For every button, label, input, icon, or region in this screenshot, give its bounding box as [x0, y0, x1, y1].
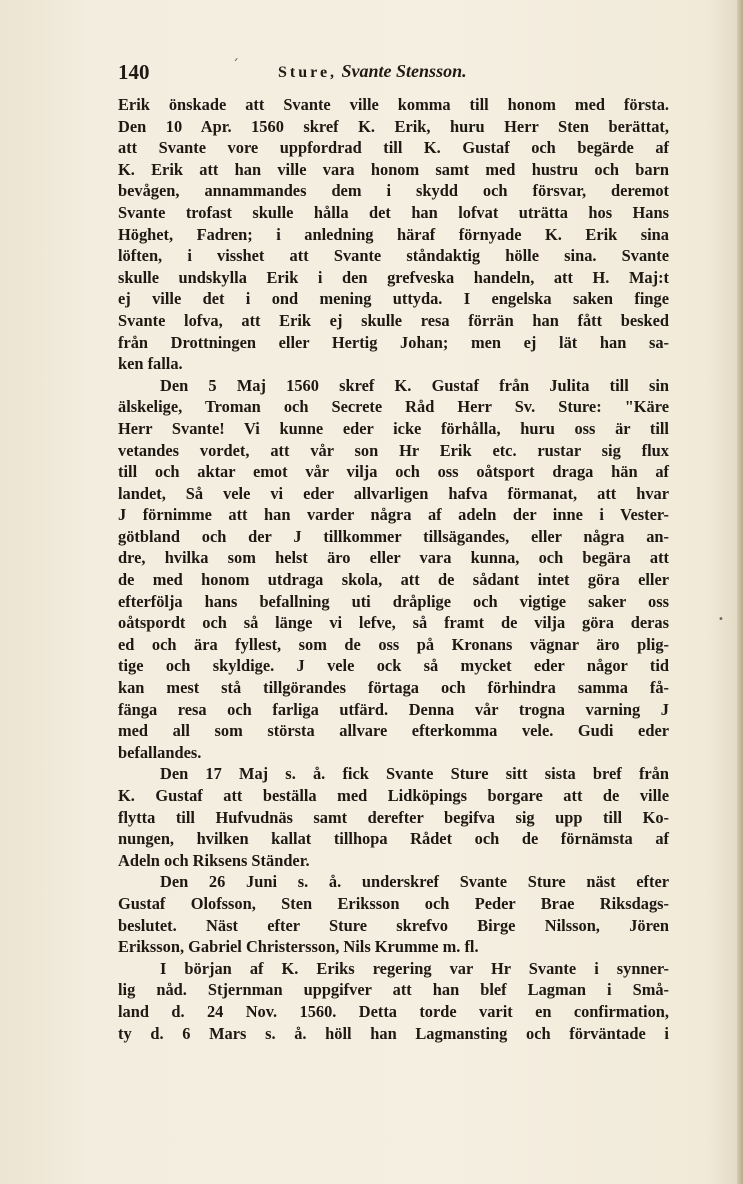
text-line: götbland och der J tillkommer tillsägandes, eller några an-: [118, 526, 669, 546]
text-line: skulle undskylla Erik i den grefveska handeln, att H. Maj:t: [118, 267, 669, 287]
text-line: ty d. 6 Mars s. å. höll han Lagmansting och förväntade i: [118, 1023, 669, 1043]
text-line: lig nåd. Stjernman uppgifver att han blef Lagman i Små-: [118, 980, 669, 1000]
text-line: Höghet, Fadren; i anledning häraf förnyade K. Erik sina: [118, 224, 669, 244]
text-line: landet, Så vele vi eder allvarligen hafva förmanat, att hvar: [118, 483, 669, 503]
text-line: efterfölja hans befallning uti dråplige och vigtige saker oss: [118, 591, 669, 611]
text-line: ed och ära fyllest, som de oss på Kronans vägnar äro plig-: [118, 634, 669, 654]
text-line: I början af K. Eriks regering var Hr Svante i synner-: [160, 958, 669, 978]
text-line: vetandes vordet, att vår son Hr Erik etc. rustar sig flux: [118, 440, 669, 460]
text-line: till och aktar emot vår vilja och oss oåtsport draga hän af: [118, 462, 669, 482]
text-line: Den 17 Maj s. å. fick Svante Sture sitt sista bref från: [160, 764, 669, 784]
text-line: Svante lofva, att Erik ej skulle resa förrän han fått besked: [118, 310, 669, 330]
text-line: Svante trofast skulle hålla det han lofvat uträtta hos Hans: [118, 202, 669, 222]
text-line: löften, i visshet att Svante ståndaktig hölle sina. Svante: [118, 246, 669, 266]
text-line: Eriksson, Gabriel Christersson, Nils Krumme m. fl.: [118, 937, 479, 957]
running-head: [278, 61, 467, 82]
text-line: Den 10 Apr. 1560 skref K. Erik, huru Herr Sten berättat,: [118, 116, 669, 136]
text-line: befallandes.: [118, 742, 202, 762]
page-edge-shadow: [737, 0, 743, 1184]
text-line: älskelige, Troman och Secrete Råd Herr Sv. Sture: "Käre: [118, 397, 669, 417]
text-line: land d. 24 Nov. 1560. Detta torde varit en confirmation,: [118, 1001, 669, 1021]
text-line: med all som största allvare efterkomma vele. Gudi eder: [118, 721, 669, 741]
text-line: Herr Svante! Vi kunne eder icke förhålla, huru oss är till: [118, 418, 669, 438]
running-head-surname: Sture,: [278, 64, 338, 81]
text-line: ken falla.: [118, 354, 183, 374]
text-line: oåtspordt och så länge vi lefve, så framt de vilja göra deras: [118, 613, 669, 633]
text-line: från Drottningen eller Hertig Johan; men ej lät han sa-: [118, 332, 669, 352]
text-line: beslutet. Näst efter Sture skrefvo Birge Nilsson, Jören: [118, 915, 669, 935]
body-text: [118, 94, 669, 1044]
ink-dot-mark: •: [718, 614, 724, 625]
text-line: tige och skyldige. J vele ock så mycket eder någor tid: [118, 656, 669, 676]
text-line: att Svante vore uppfordrad till K. Gustaf och begärde af: [118, 138, 669, 158]
text-line: K. Erik att han ville vara honom samt med hustru och barn: [118, 159, 669, 179]
running-head-given-name: Svante Stensson.: [341, 61, 467, 81]
text-line: kan mest stå tillgörandes förtaga och förhindra samma få-: [118, 678, 669, 698]
page-header: [118, 60, 678, 90]
text-line: J förnimme att han varder några af adeln der inne i Vester-: [118, 505, 669, 525]
text-line: dre, hvilka som helst äro eller vara kunna, och begära att: [118, 548, 669, 568]
text-line: Erik önskade att Svante ville komma till honom med första.: [118, 95, 669, 114]
text-line: Gustaf Olofsson, Sten Eriksson och Peder Brae Riksdags-: [118, 893, 669, 913]
text-line: flytta till Hufvudnäs samt derefter begifva sig upp till Ko-: [118, 807, 669, 827]
text-line: Den 26 Juni s. å. underskref Svante Sture näst efter: [160, 872, 669, 892]
text-line: fänga resa och farliga utfärd. Denna vår trogna varning J: [118, 699, 669, 719]
ink-tick-mark: ´: [232, 58, 239, 74]
text-line: nungen, hvilken kallat tillhopa Rådet och de förnämsta af: [118, 829, 669, 849]
text-line: bevågen, annammandes dem i skydd och försvar, deremot: [118, 181, 669, 201]
text-line: ej ville det i ond mening uttyda. I engelska saken finge: [118, 289, 669, 309]
text-line: Den 5 Maj 1560 skref K. Gustaf från Julita till sin: [160, 375, 669, 395]
text-line: K. Gustaf att beställa med Lidköpings borgare att de ville: [118, 786, 669, 805]
text-line: de med honom utdraga skola, att de sådant intet göra eller: [118, 570, 669, 590]
text-line: Adeln och Riksens Ständer.: [118, 850, 310, 870]
page-number: 140: [118, 60, 150, 84]
